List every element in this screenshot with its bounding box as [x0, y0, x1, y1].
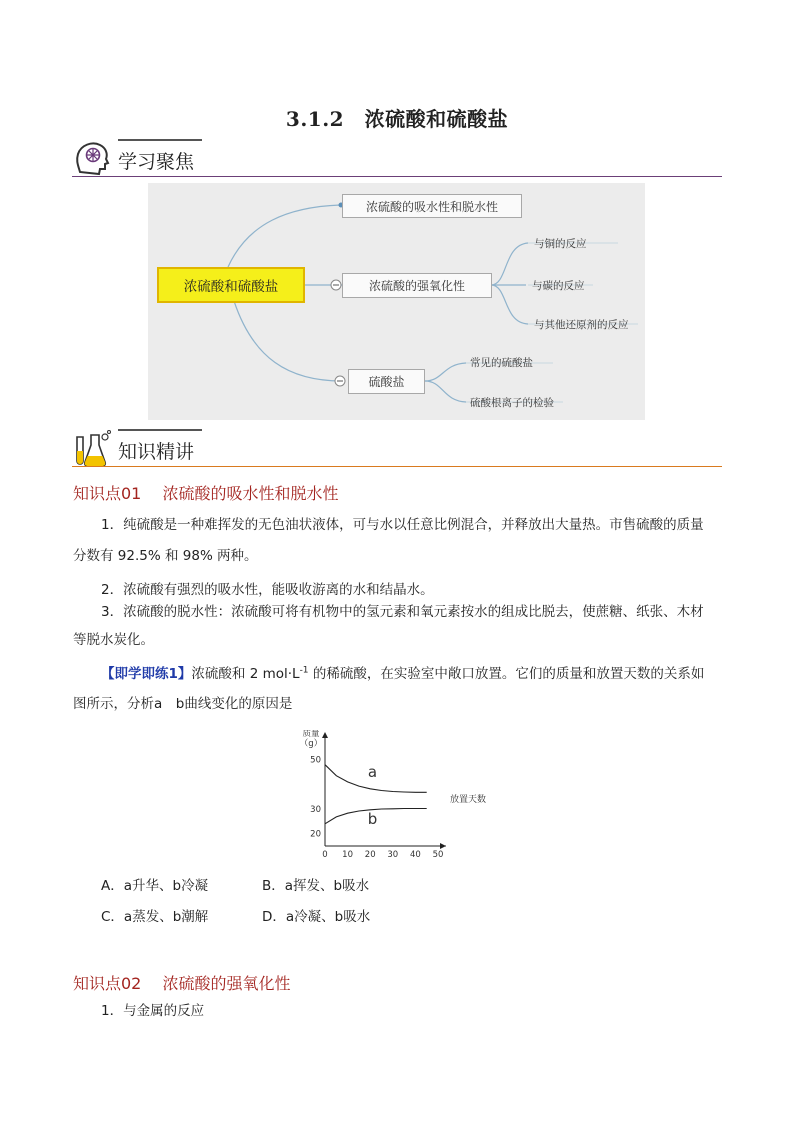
- mind-map-branch-oxidation[interactable]: 浓硫酸的强氧化性: [342, 273, 492, 298]
- option-b[interactable]: B．a挥发、b吸水: [262, 878, 370, 894]
- mind-map-leaf: 常见的硫酸盐: [470, 357, 533, 369]
- x-axis-arrow: [440, 843, 446, 849]
- lab-flask-icon: [72, 429, 112, 467]
- y-axis-label: 质量: [302, 730, 320, 739]
- section-header-knowledge: [72, 427, 722, 467]
- mind-map-branch-sulfate[interactable]: 硫酸盐: [348, 369, 425, 394]
- y-tick-label: 50: [310, 755, 321, 766]
- paragraph: 分数有 92.5% 和 98% 两种。: [73, 548, 258, 564]
- paragraph: 1．与金属的反应: [101, 1003, 205, 1019]
- paragraph: 2．浓硫酸有强烈的吸水性，能吸收游离的水和结晶水。: [101, 582, 434, 598]
- paragraph: 3．浓硫酸的脱水性：浓硫酸可将有机物中的氢元素和氧元素按水的组成比脱去，使蔗糖、纸张、木材: [101, 604, 704, 620]
- mind-map-leaf: 与碳的反应: [532, 280, 585, 292]
- paragraph: 等脱水炭化。: [73, 632, 154, 648]
- series-label-a: a: [367, 762, 378, 781]
- option-d[interactable]: D．a冷凝、b吸水: [262, 909, 371, 925]
- option-c[interactable]: C．a蒸发、b潮解: [101, 909, 209, 925]
- x-tick-label: 0: [322, 850, 328, 858]
- section-title: 学习聚焦: [118, 151, 195, 173]
- y-tick-label: 20: [310, 829, 321, 840]
- section-header-focus: [72, 137, 722, 177]
- x-tick-label: 20: [364, 850, 376, 858]
- x-axis-label: 放置天数: [450, 795, 487, 806]
- mind-map-leaf: 硫酸根离子的检验: [470, 397, 554, 409]
- mind-map: [148, 183, 645, 420]
- mind-map-root[interactable]: 浓硫酸和硫酸盐: [157, 267, 305, 303]
- y-axis-arrow: [322, 732, 328, 738]
- section-divider: [72, 176, 722, 178]
- section-top-rule: [118, 139, 202, 141]
- y-axis-label: （g）: [299, 739, 323, 749]
- x-tick-label: 10: [342, 850, 354, 858]
- knowledge-point-title: 知识点02 浓硫酸的强氧化性: [73, 974, 291, 993]
- mind-map-branch-absorption[interactable]: 浓硫酸的吸水性和脱水性: [342, 194, 522, 218]
- exercise-prompt: 【即学即练1】浓硫酸和 2 $mol\cdot L^{-1}$ 的稀硫酸，在实验室中敞口放置。它们的质量和放置天数的关系如: [101, 665, 705, 682]
- option-a[interactable]: A．a升华、b冷凝: [101, 878, 209, 894]
- y-tick-label: 30: [310, 805, 321, 816]
- section-top-rule: [118, 429, 202, 431]
- series-label-b: b: [367, 809, 378, 828]
- paragraph: 1．纯硫酸是一种难挥发的无色油状液体，可与水以任意比例混合，并释放出大量热。市售硫酸的质量: [101, 517, 704, 533]
- head-brain-icon: [72, 139, 112, 177]
- x-tick-label: 40: [409, 850, 421, 858]
- exercise-tag: 【即学即练1】: [101, 666, 192, 682]
- exercise-prompt-cont: 图所示，分析a b曲线变化的原因是: [73, 696, 293, 712]
- mind-map-leaf: 与其他还原剂的反应: [534, 319, 629, 331]
- section-divider: [72, 466, 722, 468]
- mind-map-leaf: 与铜的反应: [534, 238, 587, 250]
- page-title: 3.1.2 浓硫酸和硫酸盐: [285, 107, 509, 131]
- x-tick-label: 50: [432, 850, 444, 858]
- mass-vs-days-chart: [295, 730, 500, 858]
- section-title: 知识精讲: [118, 441, 195, 463]
- knowledge-point-title: 知识点01 浓硫酸的吸水性和脱水性: [73, 484, 339, 503]
- x-tick-label: 30: [387, 850, 399, 858]
